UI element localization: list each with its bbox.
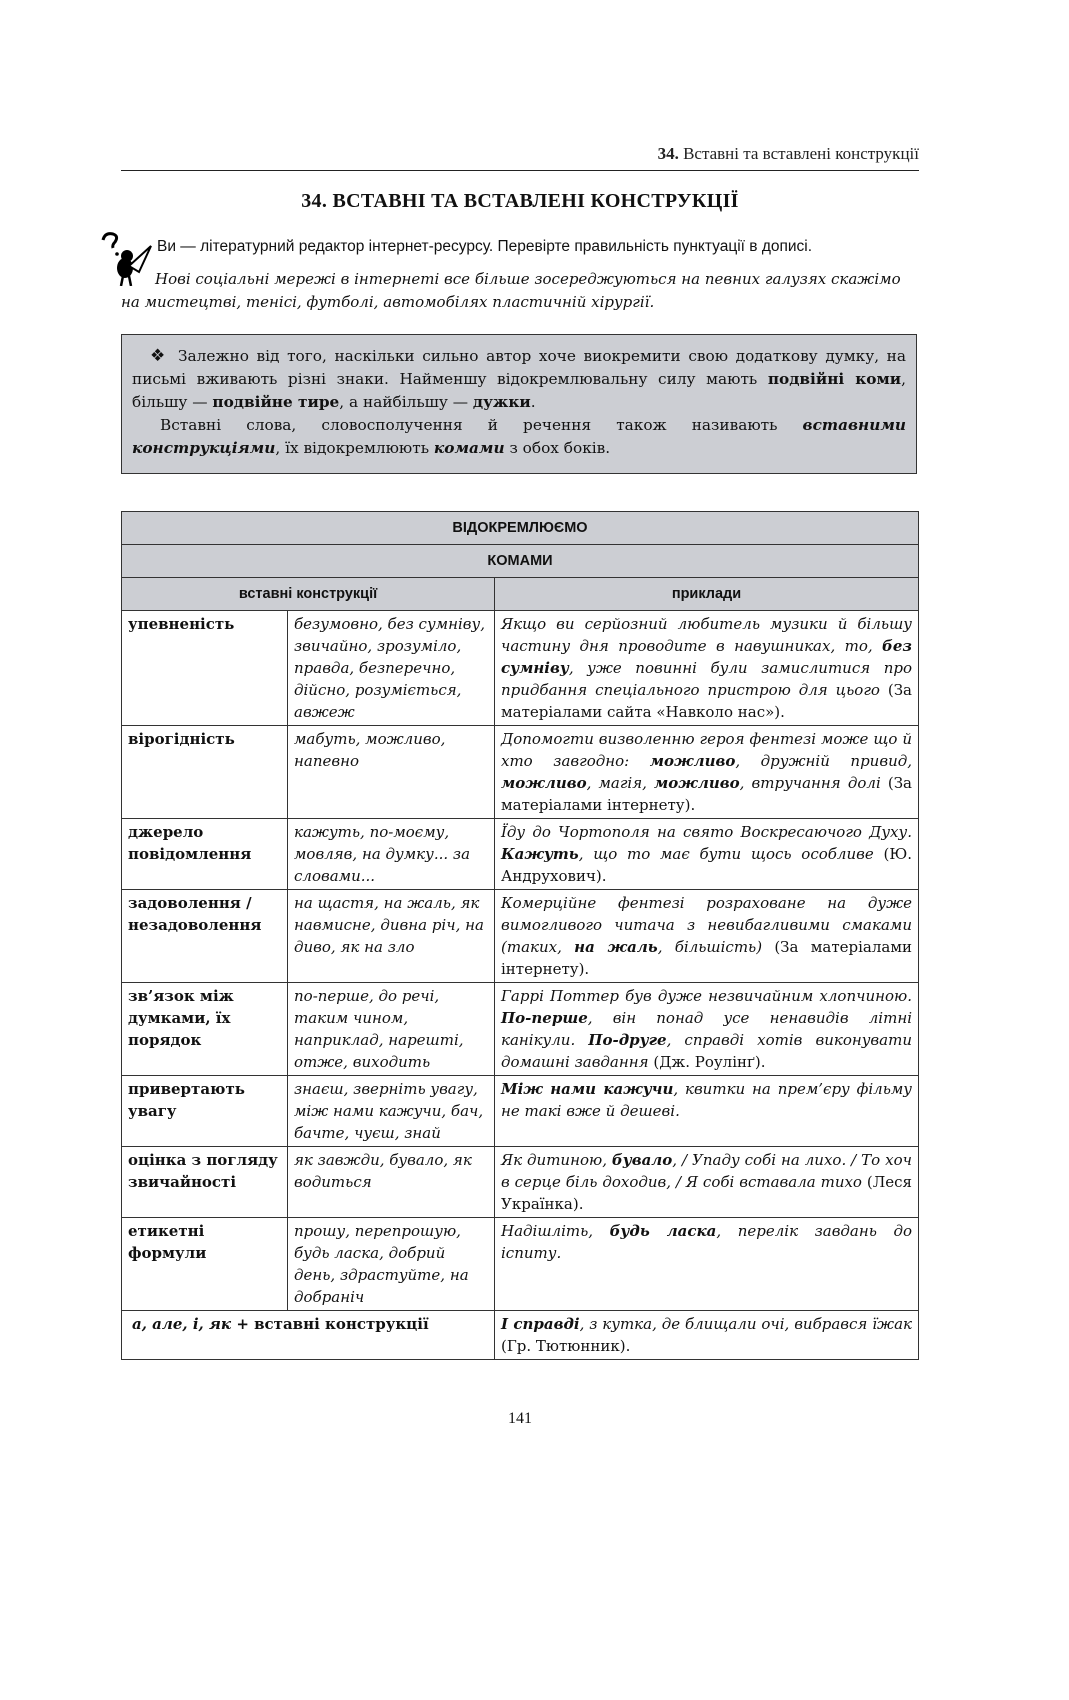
rule-term: подвійне тире	[212, 393, 340, 411]
task-text	[121, 268, 919, 314]
words-cell: знаєш, зверніть увагу, між нами кажучи, бач, бачте, чуєш, знай	[288, 1076, 495, 1147]
example-cell	[495, 1218, 919, 1311]
rule-term: подвійні коми	[767, 370, 902, 388]
header-divider	[121, 170, 919, 171]
table-row	[122, 726, 919, 819]
table-row	[122, 1147, 919, 1218]
example-cell	[495, 1147, 919, 1218]
rule-box	[121, 334, 917, 474]
table-row	[122, 983, 919, 1076]
category-cell: привертають увагу	[122, 1076, 288, 1147]
example-text: (За матеріалами інтернету).	[501, 774, 912, 814]
example-text: (За матеріалами сайта «Навколо нас»).	[501, 681, 912, 721]
example-text: , уже повинні були замислитися про придбання спеціального пристрою для цього	[501, 659, 912, 699]
table-header-main: ВІДОКРЕМЛЮЄМО	[122, 512, 919, 545]
highlighted-phrase: І справді	[501, 1315, 580, 1333]
rule-text: Вставні слова, словосполучення й речення також називають	[160, 416, 803, 434]
running-head-title: Вставні та вставлені конструкції	[683, 144, 919, 163]
example-text: Їду до Чортополя на свято Воскресаючого Духу.	[501, 823, 912, 841]
highlighted-phrase: на жаль	[574, 938, 658, 956]
example-cell	[495, 983, 919, 1076]
table-row	[122, 611, 919, 726]
table-row	[122, 890, 919, 983]
example-text: Якщо ви серйозний любитель музики й більшу частину дня проводите в навушниках, то,	[501, 615, 912, 655]
task-text-line-2: на мистецтві, тенісі, футболі, автомобілях пластичній хірургії.	[121, 293, 655, 311]
category-cell: зв’язок між думками, їх порядок	[122, 983, 288, 1076]
highlighted-phrase: можливо	[654, 774, 740, 792]
example-cell	[495, 1076, 919, 1147]
example-text: (За матеріалами інтернету).	[501, 938, 912, 978]
example-text: Надішліть,	[501, 1222, 610, 1240]
rule-text: , а найбільшу —	[339, 393, 473, 411]
highlighted-phrase: Між нами кажучи	[501, 1080, 674, 1098]
example-text: , перелік завдань до іспиту.	[501, 1222, 912, 1262]
rule-text: з обох боків.	[504, 439, 611, 457]
words-cell: як завжди, бувало, як водиться	[288, 1147, 495, 1218]
page-title: 34. ВСТАВНІ ТА ВСТАВЛЕНІ КОНСТРУКЦІЇ	[301, 190, 739, 212]
highlighted-phrase: По-перше	[501, 1009, 588, 1027]
rule-paragraph-2	[132, 414, 906, 460]
highlighted-phrase: можливо	[649, 752, 736, 770]
table-row-conjunctions	[122, 1311, 919, 1360]
conjunction-cell	[122, 1311, 495, 1360]
example-text: Як дитиною,	[501, 1151, 612, 1169]
thinking-bird-icon	[93, 226, 153, 286]
example-cell	[495, 819, 919, 890]
example-text: Гаррі Поттер був дуже незвичайним хлопчиною.	[501, 987, 912, 1005]
parenthetical-table	[121, 511, 919, 1360]
highlighted-phrase: По-друге	[588, 1031, 667, 1049]
category-cell: вірогідність	[122, 726, 288, 819]
example-text: , з кутка, де блищали очі, вибрався їжак	[579, 1315, 912, 1333]
task-text-line-1: Нові соціальні мережі в інтернеті все більше зосереджуються на певних галузях скажімо	[155, 270, 901, 288]
category-cell: упевненість	[122, 611, 288, 726]
example-text: , магія,	[586, 774, 655, 792]
words-cell: по-перше, до речі, таким чином, наприклад, нарешті, отже, виходить	[288, 983, 495, 1076]
example-cell	[495, 611, 919, 726]
example-cell	[495, 726, 919, 819]
example-text: (Леся Українка).	[501, 1173, 912, 1213]
table-header-sub: КОМАМИ	[122, 545, 919, 578]
example-text: , більшість)	[657, 938, 763, 956]
example-text: , справді хотів виконувати домашні завдання	[501, 1031, 912, 1071]
words-cell: кажуть, по-моєму, мовляв, на думку... за словами...	[288, 819, 495, 890]
example-text: (Дж. Роулінґ).	[648, 1053, 766, 1071]
table-row	[122, 1076, 919, 1147]
page-number: 141	[508, 1410, 532, 1427]
highlighted-phrase: бувало	[611, 1151, 673, 1169]
category-cell: задоволення / незадоволення	[122, 890, 288, 983]
example-text: , / Упаду собі на лихо. / То хоч в серце біль доходив, / Я собі вставала тихо	[501, 1151, 912, 1191]
example-cell	[495, 890, 919, 983]
example-cell	[495, 1311, 919, 1360]
highlighted-phrase: будь ласка	[609, 1222, 717, 1240]
highlighted-phrase: без сумніву	[501, 637, 912, 677]
words-cell: мабуть, можливо, напевно	[288, 726, 495, 819]
category-cell: оцінка з погляду звичайності	[122, 1147, 288, 1218]
example-text: , дружній привид,	[735, 752, 912, 770]
category-cell: джерело повідомлення	[122, 819, 288, 890]
example-text: (Гр. Тютюнник).	[501, 1337, 631, 1355]
example-text: , квитки на прем’єру фільму не такі вже й дешеві.	[501, 1080, 912, 1120]
column-header-examples: приклади	[495, 578, 919, 611]
diamond-bullet-icon: ❖	[150, 346, 169, 366]
task-question: Ви — літературний редактор інтернет-ресурсу. Перевірте правильність пунктуації в дописі.	[157, 238, 813, 255]
rule-text: .	[530, 393, 536, 411]
table-row	[122, 819, 919, 890]
rule-text: Залежно від того, наскільки сильно автор хоче виокремити свою додаткову думку, на письмі вживають різні знаки. Найменшу відокремлювальну силу мають	[132, 347, 906, 388]
words-cell: безумовно, без сумніву, звичайно, зрозуміло, правда, безперечно, дійсно, розуміється, авжеж	[288, 611, 495, 726]
words-cell: на щастя, на жаль, як навмисне, дивна річ, на диво, як на зло	[288, 890, 495, 983]
rule-term: дужки	[472, 393, 531, 411]
example-text: Допомогти визволенню героя фентезі може що й хто завгодно:	[501, 730, 912, 770]
table-row	[122, 1218, 919, 1311]
column-header-constructions: вставні конструкції	[122, 578, 495, 611]
running-head	[121, 144, 919, 164]
highlighted-phrase: Кажуть	[501, 845, 579, 863]
example-text: , втручання долі	[739, 774, 881, 792]
example-text: (Ю. Андрухович).	[501, 845, 913, 885]
conjunctions: а, але, і, як	[132, 1315, 232, 1333]
highlighted-phrase: можливо	[501, 774, 587, 792]
rule-text: , більшу —	[132, 370, 906, 411]
rule-text: , їх відокремлюють	[275, 439, 434, 457]
example-text: Комерційне фентезі розраховане на дуже вимогливого читача з невибагливими смаками (таких,	[501, 894, 912, 956]
rule-term: вставними конструкціями	[132, 416, 906, 457]
running-head-number: 34.	[657, 144, 679, 163]
example-text: , що то має бути щось особливе	[578, 845, 874, 863]
conjunction-label: + вставні конструкції	[231, 1315, 429, 1333]
rule-paragraph-1	[132, 345, 906, 414]
category-cell: етикетні формули	[122, 1218, 288, 1311]
example-text: , він понад усе ненавидів літні канікули.	[501, 1009, 912, 1049]
rule-term: комами	[433, 439, 505, 457]
words-cell: прошу, перепрошую, будь ласка, добрий день, здрастуйте, на добраніч	[288, 1218, 495, 1311]
